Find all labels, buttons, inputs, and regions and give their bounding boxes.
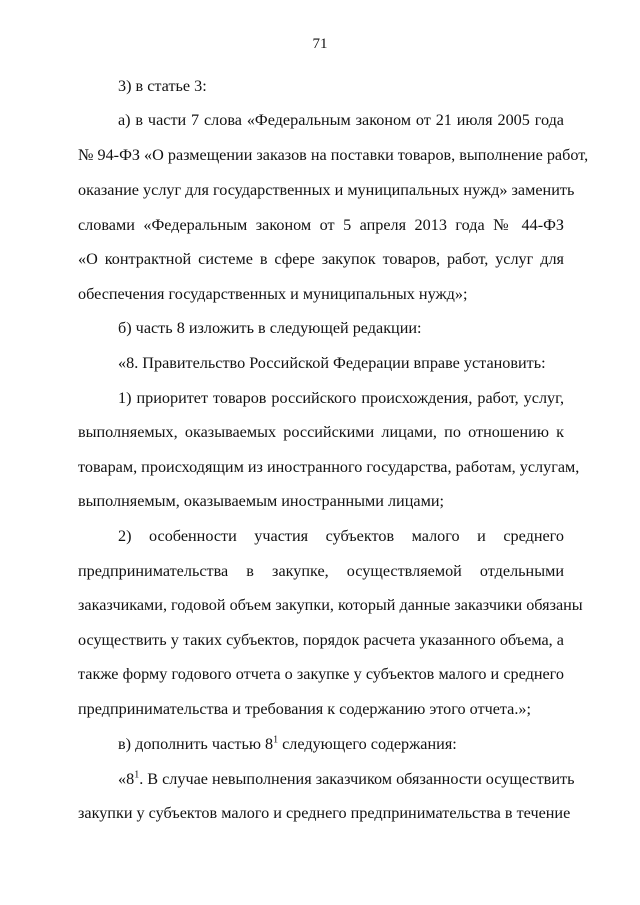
text-line [118,769,575,789]
text-line: словами «Федеральным законом от 5 апреля 2013 года № 44-ФЗ [78,216,564,234]
text-line: выполняемых, оказываемых российскими лицами, по отношению к [78,423,564,441]
text-line: также форму годового отчета о закупке у субъектов малого и среднего [78,665,564,683]
text-line: осуществить у таких субъектов, порядок расчета указанного объема, а [78,631,564,649]
text-line: заказчиками, годовой объем закупки, который данные заказчики обязаны [78,596,583,614]
text-fragment: «8 [118,770,135,788]
text-line: «О контрактной системе в сфере закупок товаров, работ, услуг для [78,250,564,268]
text-line: обеспечения государственных и муниципальных нужд»; [78,285,468,303]
text-line: оказание услуг для государственных и муниципальных нужд» заменить [78,181,575,199]
text-line: а) в части 7 слова «Федеральным законом от 21 июля 2005 года [118,111,564,129]
superscript: 1 [134,769,140,781]
text-fragment: . В случае невыполнения заказчиком обязанности осуществить [139,770,575,788]
text-line [118,734,564,754]
text-line: б) часть 8 изложить в следующей редакции: [118,319,422,337]
text-line: предпринимательства в закупке, осуществляемой отдельными [78,562,564,580]
text-line: закупки у субъектов малого и среднего предпринимательства в течение [78,804,571,822]
text-line: выполняемым, оказываемым иностранными лицами; [78,492,444,510]
text-fragment: в) дополнить частью 8 [118,735,274,753]
text-line: предпринимательства и требования к содержанию этого отчета.»; [78,700,531,718]
text-line: 1) приоритет товаров российского происхождения, работ, услуг, [118,389,564,407]
text-line: 2) особенности участия субъектов малого и среднего [118,527,564,545]
page-number: 71 [312,36,328,52]
text-line: «8. Правительство Российской Федерации вправе установить: [118,354,546,372]
text-line: 3) в статье 3: [118,77,207,95]
text-line: № 94-ФЗ «О размещении заказов на поставки товаров, выполнение работ, [78,146,589,164]
text-line: товарам, происходящим из иностранного государства, работам, услугам, [78,458,580,476]
superscript: 1 [273,734,279,746]
text-fragment: следующего содержания: [278,735,457,753]
